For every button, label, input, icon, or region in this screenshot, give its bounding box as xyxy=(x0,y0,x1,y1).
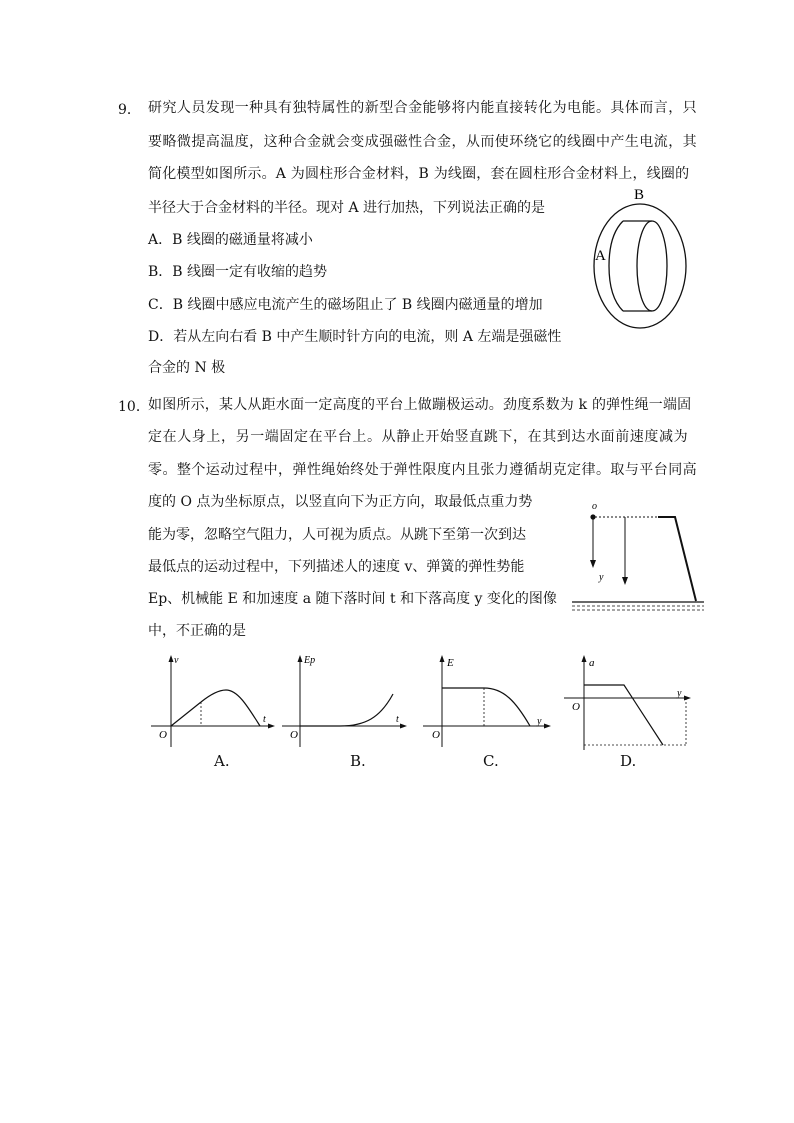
q9-line-1: 研究人员发现一种具有独特属性的新型合金能够将内能直接转化为电能。具体而言，只 xyxy=(148,100,698,116)
q9-option-a: A．B 线圈的磁通量将减小 xyxy=(148,232,313,248)
q10-line-4: 度的 O 点为坐标原点，以竖直向下为正方向，取最低点重力势 xyxy=(148,494,533,510)
q10-line-7: Ep、机械能 E 和加速度 a 随下落时间 t 和下落高度 y 变化的图像 xyxy=(148,591,557,607)
q9-line-4: 半径大于合金材料的半径。现对 A 进行加热，下列说法正确的是 xyxy=(148,200,546,216)
y-axis-arrow xyxy=(590,560,596,568)
graph-c-y-arrow xyxy=(440,655,445,662)
q9-option-d-cont: 合金的 N 极 xyxy=(148,360,226,376)
graph-a-linear-segment xyxy=(171,702,201,726)
q9-line-2: 要略微提高温度，这种合金就会变成强磁性合金，从而使环绕它的线圈中产生电流，其 xyxy=(148,134,698,150)
graph-c-curve xyxy=(442,688,530,726)
graph-a-option-label: A. xyxy=(214,752,230,770)
q10-line-2: 定在人身上，另一端固定在平台上。从静止开始竖直跳下，在其到达水面前速度减为 xyxy=(148,429,689,445)
graph-d-y-arrow xyxy=(582,655,587,662)
graph-c-x-arrow xyxy=(544,724,551,729)
q9-coil-figure xyxy=(590,180,700,330)
label-a: A xyxy=(595,248,606,264)
cylinder-a-right-face xyxy=(637,221,667,311)
cylinder-a-left-face xyxy=(609,221,623,311)
graph-a-x-label: t xyxy=(263,714,266,725)
graph-c-option-label: C. xyxy=(483,752,499,770)
graph-a xyxy=(148,652,278,752)
graph-a-y-label: v xyxy=(174,655,179,666)
graph-c-x-label: y xyxy=(537,716,542,727)
q9-option-b: B．B 线圈一定有收缩的趋势 xyxy=(148,264,328,280)
graph-a-x-arrow xyxy=(268,724,275,729)
graph-a-y-arrow xyxy=(169,655,174,662)
graph-b xyxy=(280,652,410,752)
question-9-number: 9． xyxy=(118,102,141,118)
label-b: B xyxy=(634,187,645,203)
q10-platform-figure xyxy=(568,498,708,618)
graph-c xyxy=(420,652,555,752)
graph-d-x-label: y xyxy=(677,688,682,699)
q9-option-c: C．B 线圈中感应电流产生的磁场阻止了 B 线圈内磁通量的增加 xyxy=(148,297,543,313)
graph-d xyxy=(560,652,695,752)
graph-b-x-label: t xyxy=(396,714,399,725)
q9-option-d: D．若从左向右看 B 中产生顺时针方向的电流，则 A 左端是强磁性 xyxy=(148,329,562,345)
graph-c-origin: O xyxy=(432,729,440,741)
jump-path-arrow xyxy=(622,577,628,585)
graph-a-origin: O xyxy=(159,729,167,741)
y-axis-label: y xyxy=(599,572,604,583)
graph-b-y-label: Ep xyxy=(304,655,316,666)
graph-d-y-label: a xyxy=(589,657,595,669)
graph-a-curve xyxy=(201,690,260,726)
q10-line-1: 如图所示，某人从距水面一定高度的平台上做蹦极运动。劲度系数为 k 的弹性绳一端固 xyxy=(148,397,692,413)
graph-d-option-label: D. xyxy=(620,752,637,770)
q10-line-8: 中，不正确的是 xyxy=(148,623,246,639)
graph-b-origin: O xyxy=(290,729,298,741)
graph-b-y-arrow xyxy=(298,655,303,662)
question-10-number: 10． xyxy=(118,399,150,415)
q9-line-3: 简化模型如图所示。A 为圆柱形合金材料，B 为线圈，套在圆柱形合金材料上，线圈的 xyxy=(148,166,690,182)
platform-shape xyxy=(658,517,696,601)
graph-b-curve xyxy=(300,694,393,726)
q10-line-3: 零。整个运动过程中，弹性绳始终处于弹性限度内且张力遵循胡克定律。取与平台同高 xyxy=(148,462,698,478)
graph-d-x-arrow xyxy=(684,696,691,701)
graph-b-option-label: B. xyxy=(350,752,366,770)
graph-c-y-label: E xyxy=(447,657,454,669)
q10-line-5: 能为零，忽略空气阻力，人可视为质点。从跳下至第一次到达 xyxy=(148,527,526,543)
origin-point xyxy=(590,514,595,519)
graph-d-origin: O xyxy=(572,701,580,713)
q10-line-6: 最低点的运动过程中，下列描述人的速度 v、弹簧的弹性势能 xyxy=(148,559,525,575)
coil-b-ring xyxy=(594,204,686,328)
graph-b-x-arrow xyxy=(400,724,407,729)
graph-d-line xyxy=(584,685,663,745)
origin-o-label: o xyxy=(592,501,597,512)
